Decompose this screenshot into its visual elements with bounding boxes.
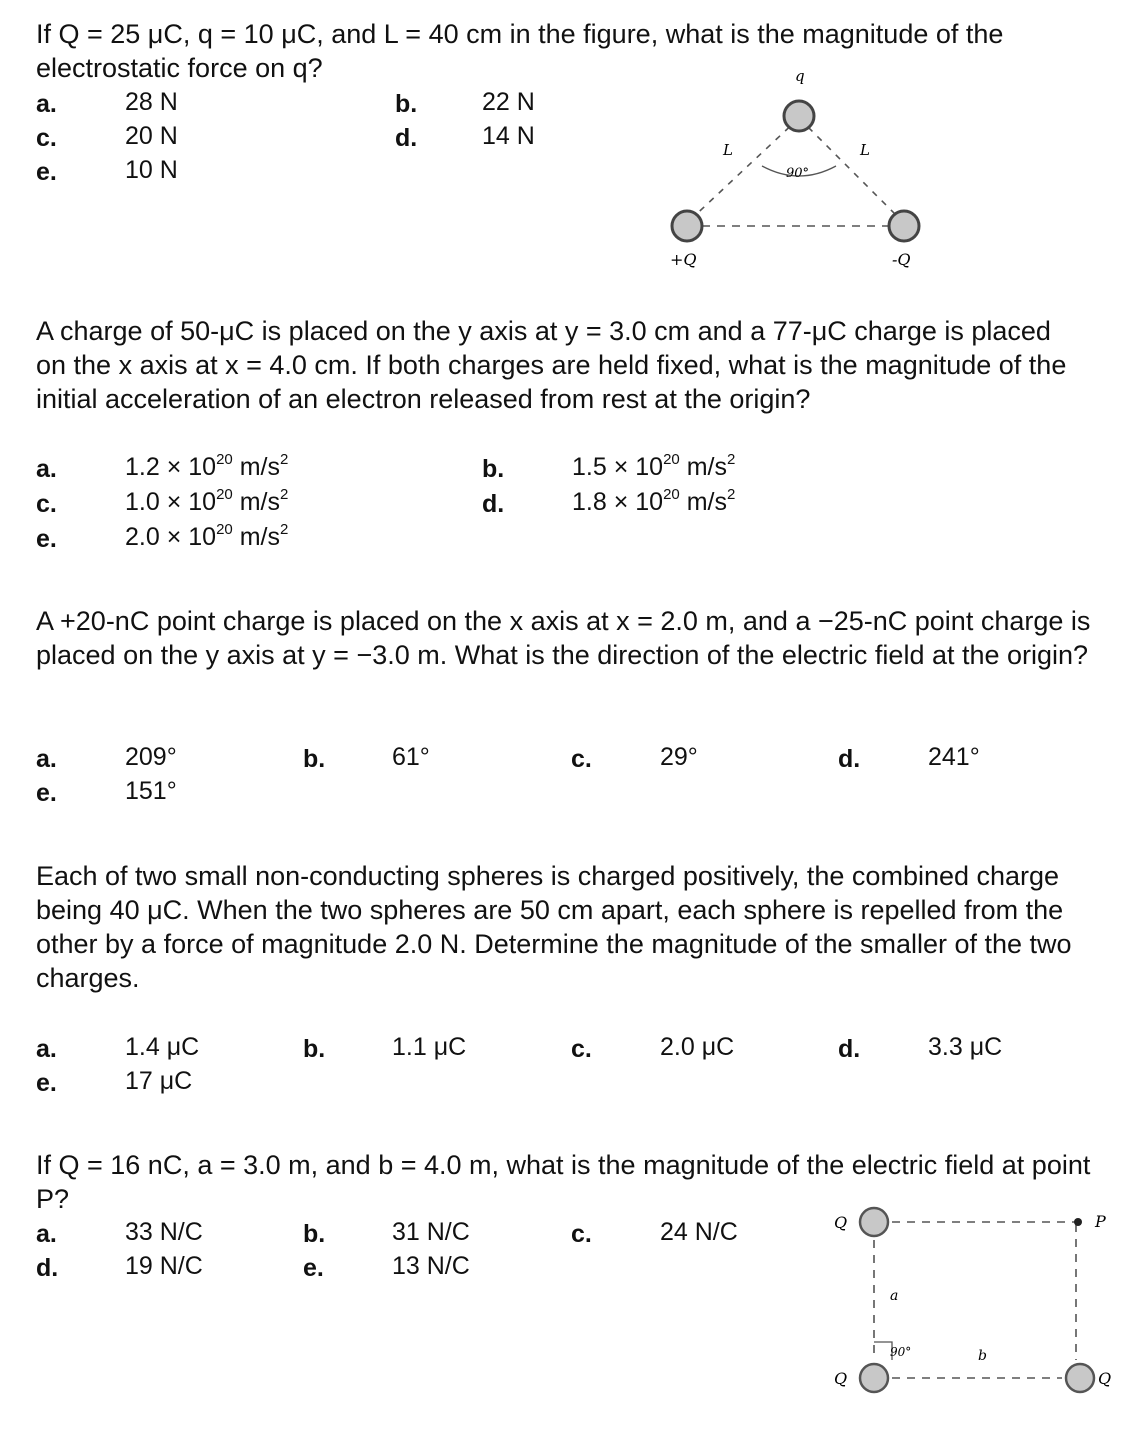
side-l-left <box>687 118 799 223</box>
option-a-value: $1.2 \times 10^{20}$ $m/s^2$ <box>125 451 289 481</box>
side-l-right <box>799 118 904 223</box>
option-b-label: b. <box>303 1220 326 1248</box>
option-c-label: c. <box>571 745 592 773</box>
option-e-value: 151° <box>125 777 177 805</box>
triangle-charge-figure <box>660 62 940 277</box>
option-b-value: 1.1 μC <box>392 1033 467 1061</box>
option-c-label: c. <box>571 1035 592 1063</box>
option-b-label: b. <box>482 455 505 483</box>
charge-q <box>784 101 814 131</box>
option-a-value: 33 N/C <box>125 1218 203 1246</box>
question-stem: If Q = 16 nC, a = 3.0 m, and b = 4.0 m, what is the magnitude of the electric field at point P? <box>36 1150 1091 1214</box>
option-a-label: a. <box>36 745 57 773</box>
label-plus-q: +Q <box>670 250 697 269</box>
option-b-label: b. <box>303 1035 326 1063</box>
question-stem: A +20-nC point charge is placed on the x axis at x = 2.0 m, and a −25-nC point charge is placed on the y axis at y = −3.0 m. What is the direction of the electric field at the origin? <box>36 606 1091 670</box>
question-1 <box>36 17 1111 85</box>
option-d-label: d. <box>36 1254 59 1282</box>
option-d-value: 241° <box>928 743 980 771</box>
option-b-value: 22 N <box>482 88 535 116</box>
option-a-label: a. <box>36 1220 57 1248</box>
option-e-label: e. <box>303 1254 324 1282</box>
option-d-label: d. <box>395 124 418 152</box>
question-2 <box>36 314 1086 416</box>
option-a-label: a. <box>36 90 57 118</box>
option-e-value: $2.0 \times 10^{20}$ $m/s^2$ <box>125 521 289 551</box>
option-b-value: 31 N/C <box>392 1218 470 1246</box>
option-d-label: d. <box>838 1035 861 1063</box>
option-d-value: 19 N/C <box>125 1252 203 1280</box>
question-3 <box>36 604 1096 672</box>
charge-plus-q <box>672 211 702 241</box>
option-e-value: 10 N <box>125 156 178 184</box>
option-e-label: e. <box>36 158 57 186</box>
option-b-label: b. <box>395 90 418 118</box>
question-stem: A charge of 50-μC is placed on the y axis at y = 3.0 cm and a 77-μC charge is placed on the x axis at x = 4.0 cm. If both charges are held fixed, what is the magnitude of the initial acceleration of an electron released from rest at the origin? <box>36 316 1067 414</box>
label-a: a <box>890 1288 899 1304</box>
option-b-value: $1.5 \times 10^{20}$ $m/s^2$ <box>572 451 736 481</box>
label-q: q <box>795 67 805 85</box>
option-a-label: a. <box>36 1035 57 1063</box>
label-angle: 90° <box>890 1345 912 1359</box>
option-c-label: c. <box>36 124 57 152</box>
charge-bottom-right <box>1066 1364 1094 1392</box>
option-c-value: 2.0 μC <box>660 1033 735 1061</box>
option-a-value: 1.4 μC <box>125 1033 200 1061</box>
rectangle-charge-figure <box>820 1200 1125 1400</box>
label-l-right: L <box>860 141 870 159</box>
label-p: P <box>1095 1212 1106 1231</box>
option-c-value: $1.0 \times 10^{20}$ $m/s^2$ <box>125 486 289 516</box>
question-4 <box>36 859 1096 995</box>
charge-minus-q <box>889 211 919 241</box>
option-c-label: c. <box>36 490 57 518</box>
question-stem: Each of two small non-conducting spheres is charged positively, the combined charge being 40 μC. When the two spheres are 50 cm apart, each sphere is repelled from the other by a force of magnitude 2.0 N. Determine the magnitude of the smaller of the two charges. <box>36 861 1072 993</box>
option-c-value: 29° <box>660 743 698 771</box>
option-e-label: e. <box>36 525 57 553</box>
option-c-value: 24 N/C <box>660 1218 738 1246</box>
option-e-value: 13 N/C <box>392 1252 470 1280</box>
option-e-value: 17 μC <box>125 1067 193 1095</box>
option-b-label: b. <box>303 745 326 773</box>
option-d-value: $1.8 \times 10^{20}$ $m/s^2$ <box>572 486 736 516</box>
label-b: b <box>978 1348 987 1364</box>
label-q-bottom-right: Q <box>1098 1369 1112 1388</box>
label-l-left: L <box>723 141 733 159</box>
option-a-label: a. <box>36 455 57 483</box>
option-b-value: 61° <box>392 743 430 771</box>
option-d-label: d. <box>482 490 505 518</box>
label-q-top-left: Q <box>834 1213 848 1232</box>
option-a-value: 209° <box>125 743 177 771</box>
option-c-label: c. <box>571 1220 592 1248</box>
label-q-bottom-left: Q <box>834 1369 848 1388</box>
option-e-label: e. <box>36 1069 57 1097</box>
option-d-label: d. <box>838 745 861 773</box>
charge-bottom-left <box>860 1364 888 1392</box>
option-c-value: 20 N <box>125 122 178 150</box>
label-angle: 90° <box>786 166 810 181</box>
charge-top-left <box>860 1208 888 1236</box>
option-d-value: 3.3 μC <box>928 1033 1003 1061</box>
option-e-label: e. <box>36 779 57 807</box>
option-a-value: 28 N <box>125 88 178 116</box>
question-stem: If Q = 25 μC, q = 10 μC, and L = 40 cm in the figure, what is the magnitude of the electrostatic force on q? <box>36 19 1004 83</box>
point-p-dot <box>1074 1218 1082 1226</box>
label-minus-q: -Q <box>892 250 911 269</box>
option-d-value: 14 N <box>482 122 535 150</box>
